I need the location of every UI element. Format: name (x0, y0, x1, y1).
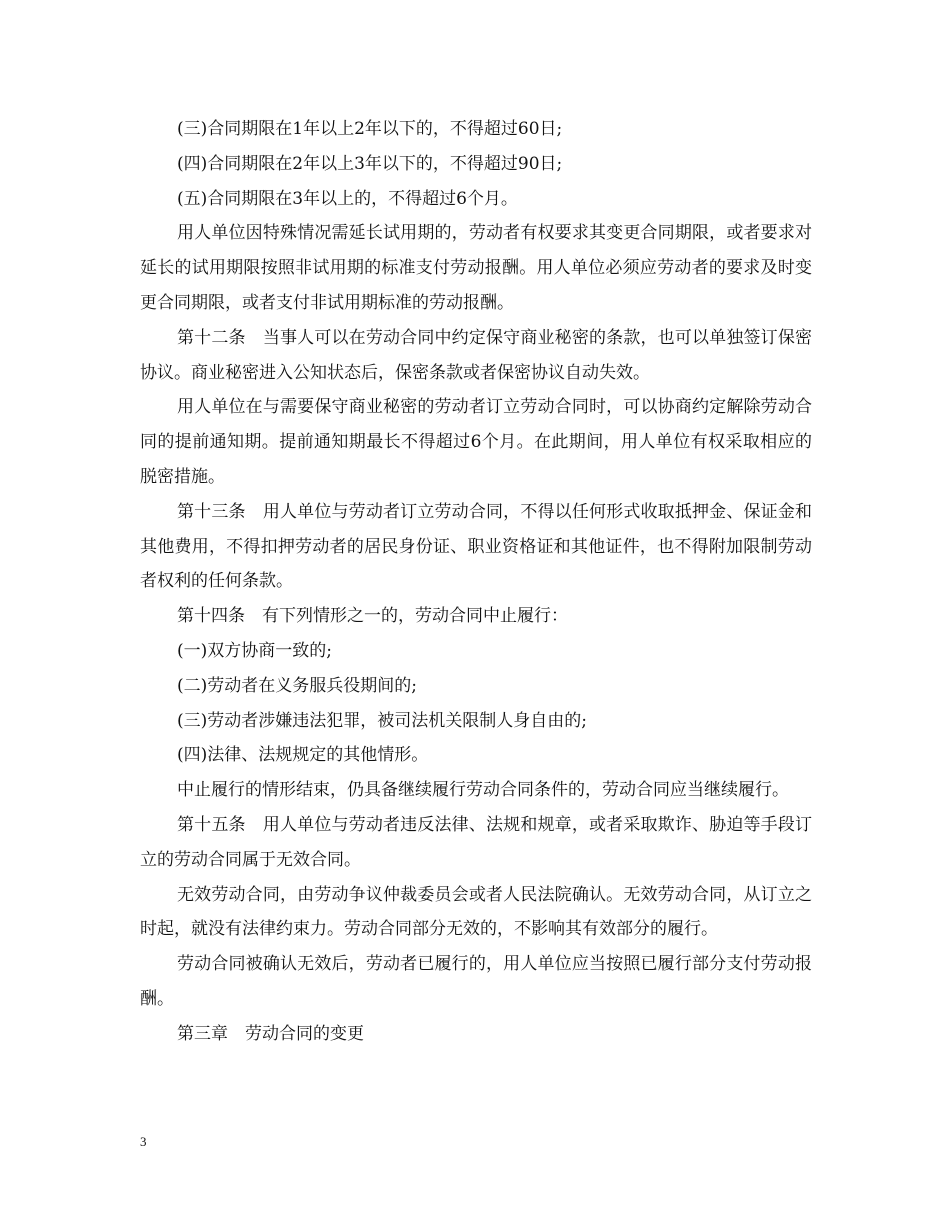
article-14-item-1: (一)双方协商一致的; (177, 640, 332, 661)
paragraph-item-3: (三)合同期限在1年以上2年以下的，不得超过60日; (177, 119, 563, 139)
article-12: 第十二条 当事人可以在劳动合同中约定保守商业秘密的条款，也可以单独签订保密协议。商业秘密进入公知状态后，保密条款或者保密协议自动失效。 (140, 327, 812, 383)
paragraph-invalid-contract: 无效劳动合同，由劳动争议仲裁委员会或者人民法院确认。无效劳动合同，从订立之时起，就没有法律约束力。劳动合同部分无效的，不影响其有效部分的履行。 (140, 884, 812, 940)
page-number: 3 (140, 1134, 147, 1149)
article-14-item-4: (四)法律、法规规定的其他情形。 (177, 745, 429, 766)
paragraph-resume-performance: 中止履行的情形结束，仍具备继续履行劳动合同条件的，劳动合同应当继续履行。 (177, 780, 789, 801)
paragraph-invalid-payment: 劳动合同被确认无效后，劳动者已履行的，用人单位应当按照已履行部分支付劳动报酬。 (140, 954, 812, 1009)
paragraph-probation-extension: 用人单位因特殊情况需延长试用期的，劳动者有权要求其变更合同期限，或者要求对延长的试用期限按照非试用期的标准支付劳动报酬。用人单位必须应劳动者的要求及时变更合同期限，或者支付非试用期标准的劳动报酬。 (140, 223, 812, 313)
paragraph-item-4: (四)合同期限在2年以上3年以下的，不得超过90日; (177, 153, 563, 174)
paragraph-notice-period: 用人单位在与需要保守商业秘密的劳动者订立劳动合同时，可以协商约定解除劳动合同的提前通知期。提前通知期最长不得超过6个月。在此期间，用人单位有权采取相应的脱密措施。 (140, 397, 812, 487)
article-15: 第十五条 用人单位与劳动者违反法律、法规和规章，或者采取欺诈、胁迫等手段订立的劳动合同属于无效合同。 (140, 814, 812, 870)
article-14: 第十四条 有下列情形之一的，劳动合同中止履行： (177, 606, 568, 627)
article-13: 第十三条 用人单位与劳动者订立劳动合同，不得以任何形式收取抵押金、保证金和其他费用，不得扣押劳动者的居民身份证、职业资格证和其他证件，也不得附加限制劳动者权利的任何条款。 (140, 501, 812, 592)
paragraph-item-5: (五)合同期限在3年以上的，不得超过6个月。 (177, 188, 518, 209)
article-14-item-2: (二)劳动者在义务服兵役期间的; (177, 675, 417, 696)
document-body (140, 112, 812, 1052)
article-14-item-3: (三)劳动者涉嫌违法犯罪，被司法机关限制人身自由的; (177, 710, 587, 731)
chapter-3-heading: 第三章 劳动合同的变更 (177, 1023, 364, 1044)
